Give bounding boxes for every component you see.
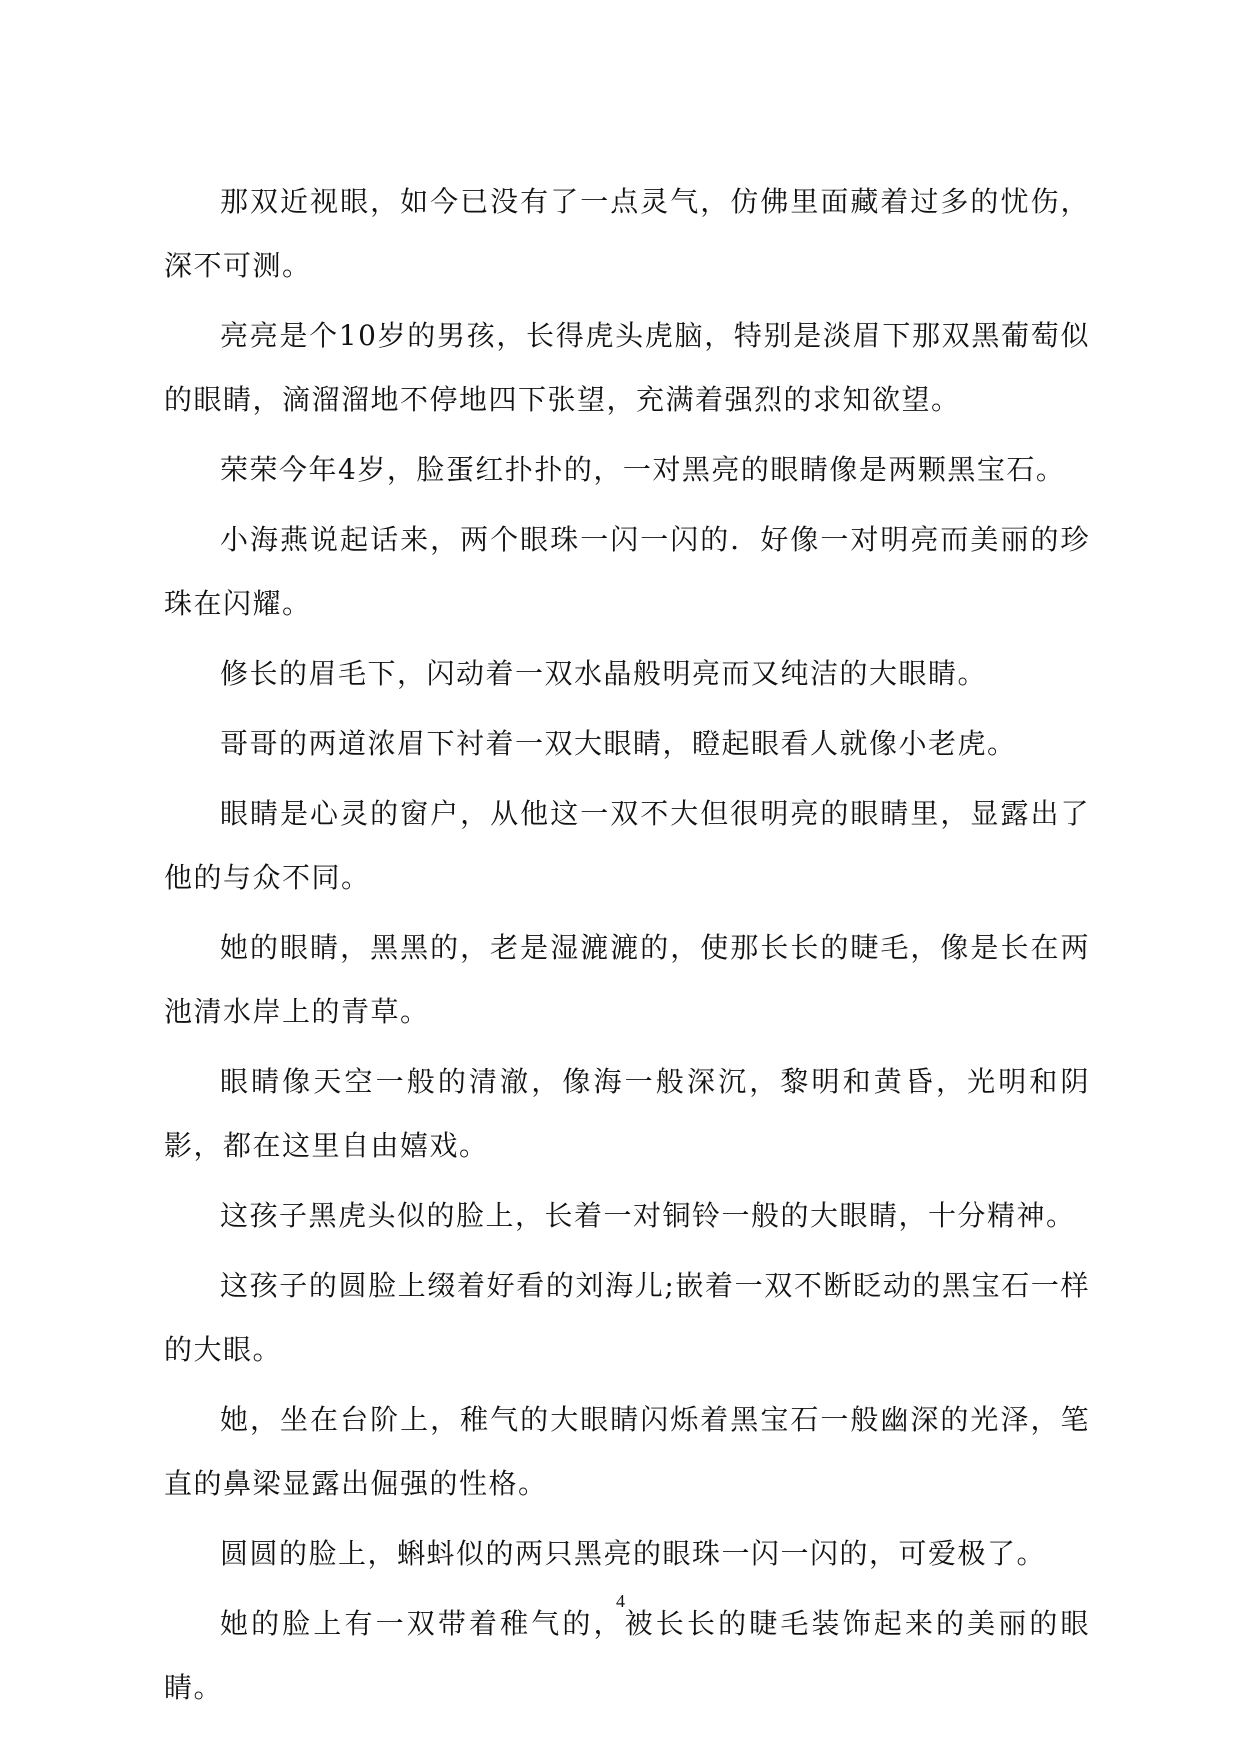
paragraph: 圆圆的脸上，蝌蚪似的两只黑亮的眼珠一闪一闪的，可爱极了。: [220, 1537, 1047, 1570]
paragraph: 亮亮是个10岁的男孩，长得虎头虎脑，特别是淡眉下那双黑葡萄似的眼睛，滴溜溜地不停地四下张望，充满着强烈的求知欲望。: [164, 319, 1090, 416]
paragraph: 修长的眉毛下，闪动着一双水晶般明亮而又纯洁的大眼睛。: [220, 657, 988, 690]
paragraph: 这孩子的圆脸上缀着好看的刘海儿;嵌着一双不断眨动的黑宝石一样的大眼。: [164, 1269, 1090, 1366]
body-text: [164, 170, 1090, 1726]
paragraph: 哥哥的两道浓眉下衬着一双大眼睛，瞪起眼看人就像小老虎。: [220, 727, 1017, 760]
paragraph: 她的脸上有一双带着稚气的，被长长的睫毛装饰起来的美丽的眼睛。: [164, 1607, 1090, 1704]
paragraph: 眼睛像天空一般的清澈，像海一般深沉，黎明和黄昏，光明和阴影，都在这里自由嬉戏。: [164, 1065, 1090, 1162]
paragraph: 荣荣今年4岁，脸蛋红扑扑的，一对黑亮的眼睛像是两颗黑宝石。: [220, 453, 1066, 486]
paragraph: 她的眼睛，黑黑的，老是湿漉漉的，使那长长的睫毛，像是长在两池清水岸上的青草。: [164, 931, 1090, 1028]
paragraph: 那双近视眼，如今已没有了一点灵气，仿佛里面藏着过多的忧伤，深不可测。: [164, 185, 1090, 282]
paragraph: 她，坐在台阶上，稚气的大眼睛闪烁着黑宝石一般幽深的光泽，笔直的鼻梁显露出倔强的性格。: [164, 1403, 1090, 1500]
paragraph: 小海燕说起话来，两个眼珠一闪一闪的．好像一对明亮而美丽的珍珠在闪耀。: [164, 523, 1090, 620]
page-number: 4: [616, 1591, 625, 1611]
paragraph: 这孩子黑虎头似的脸上，长着一对铜铃一般的大眼睛，十分精神。: [220, 1199, 1076, 1232]
paragraph: 眼睛是心灵的窗户，从他这一双不大但很明亮的眼睛里，显露出了他的与众不同。: [164, 797, 1090, 894]
